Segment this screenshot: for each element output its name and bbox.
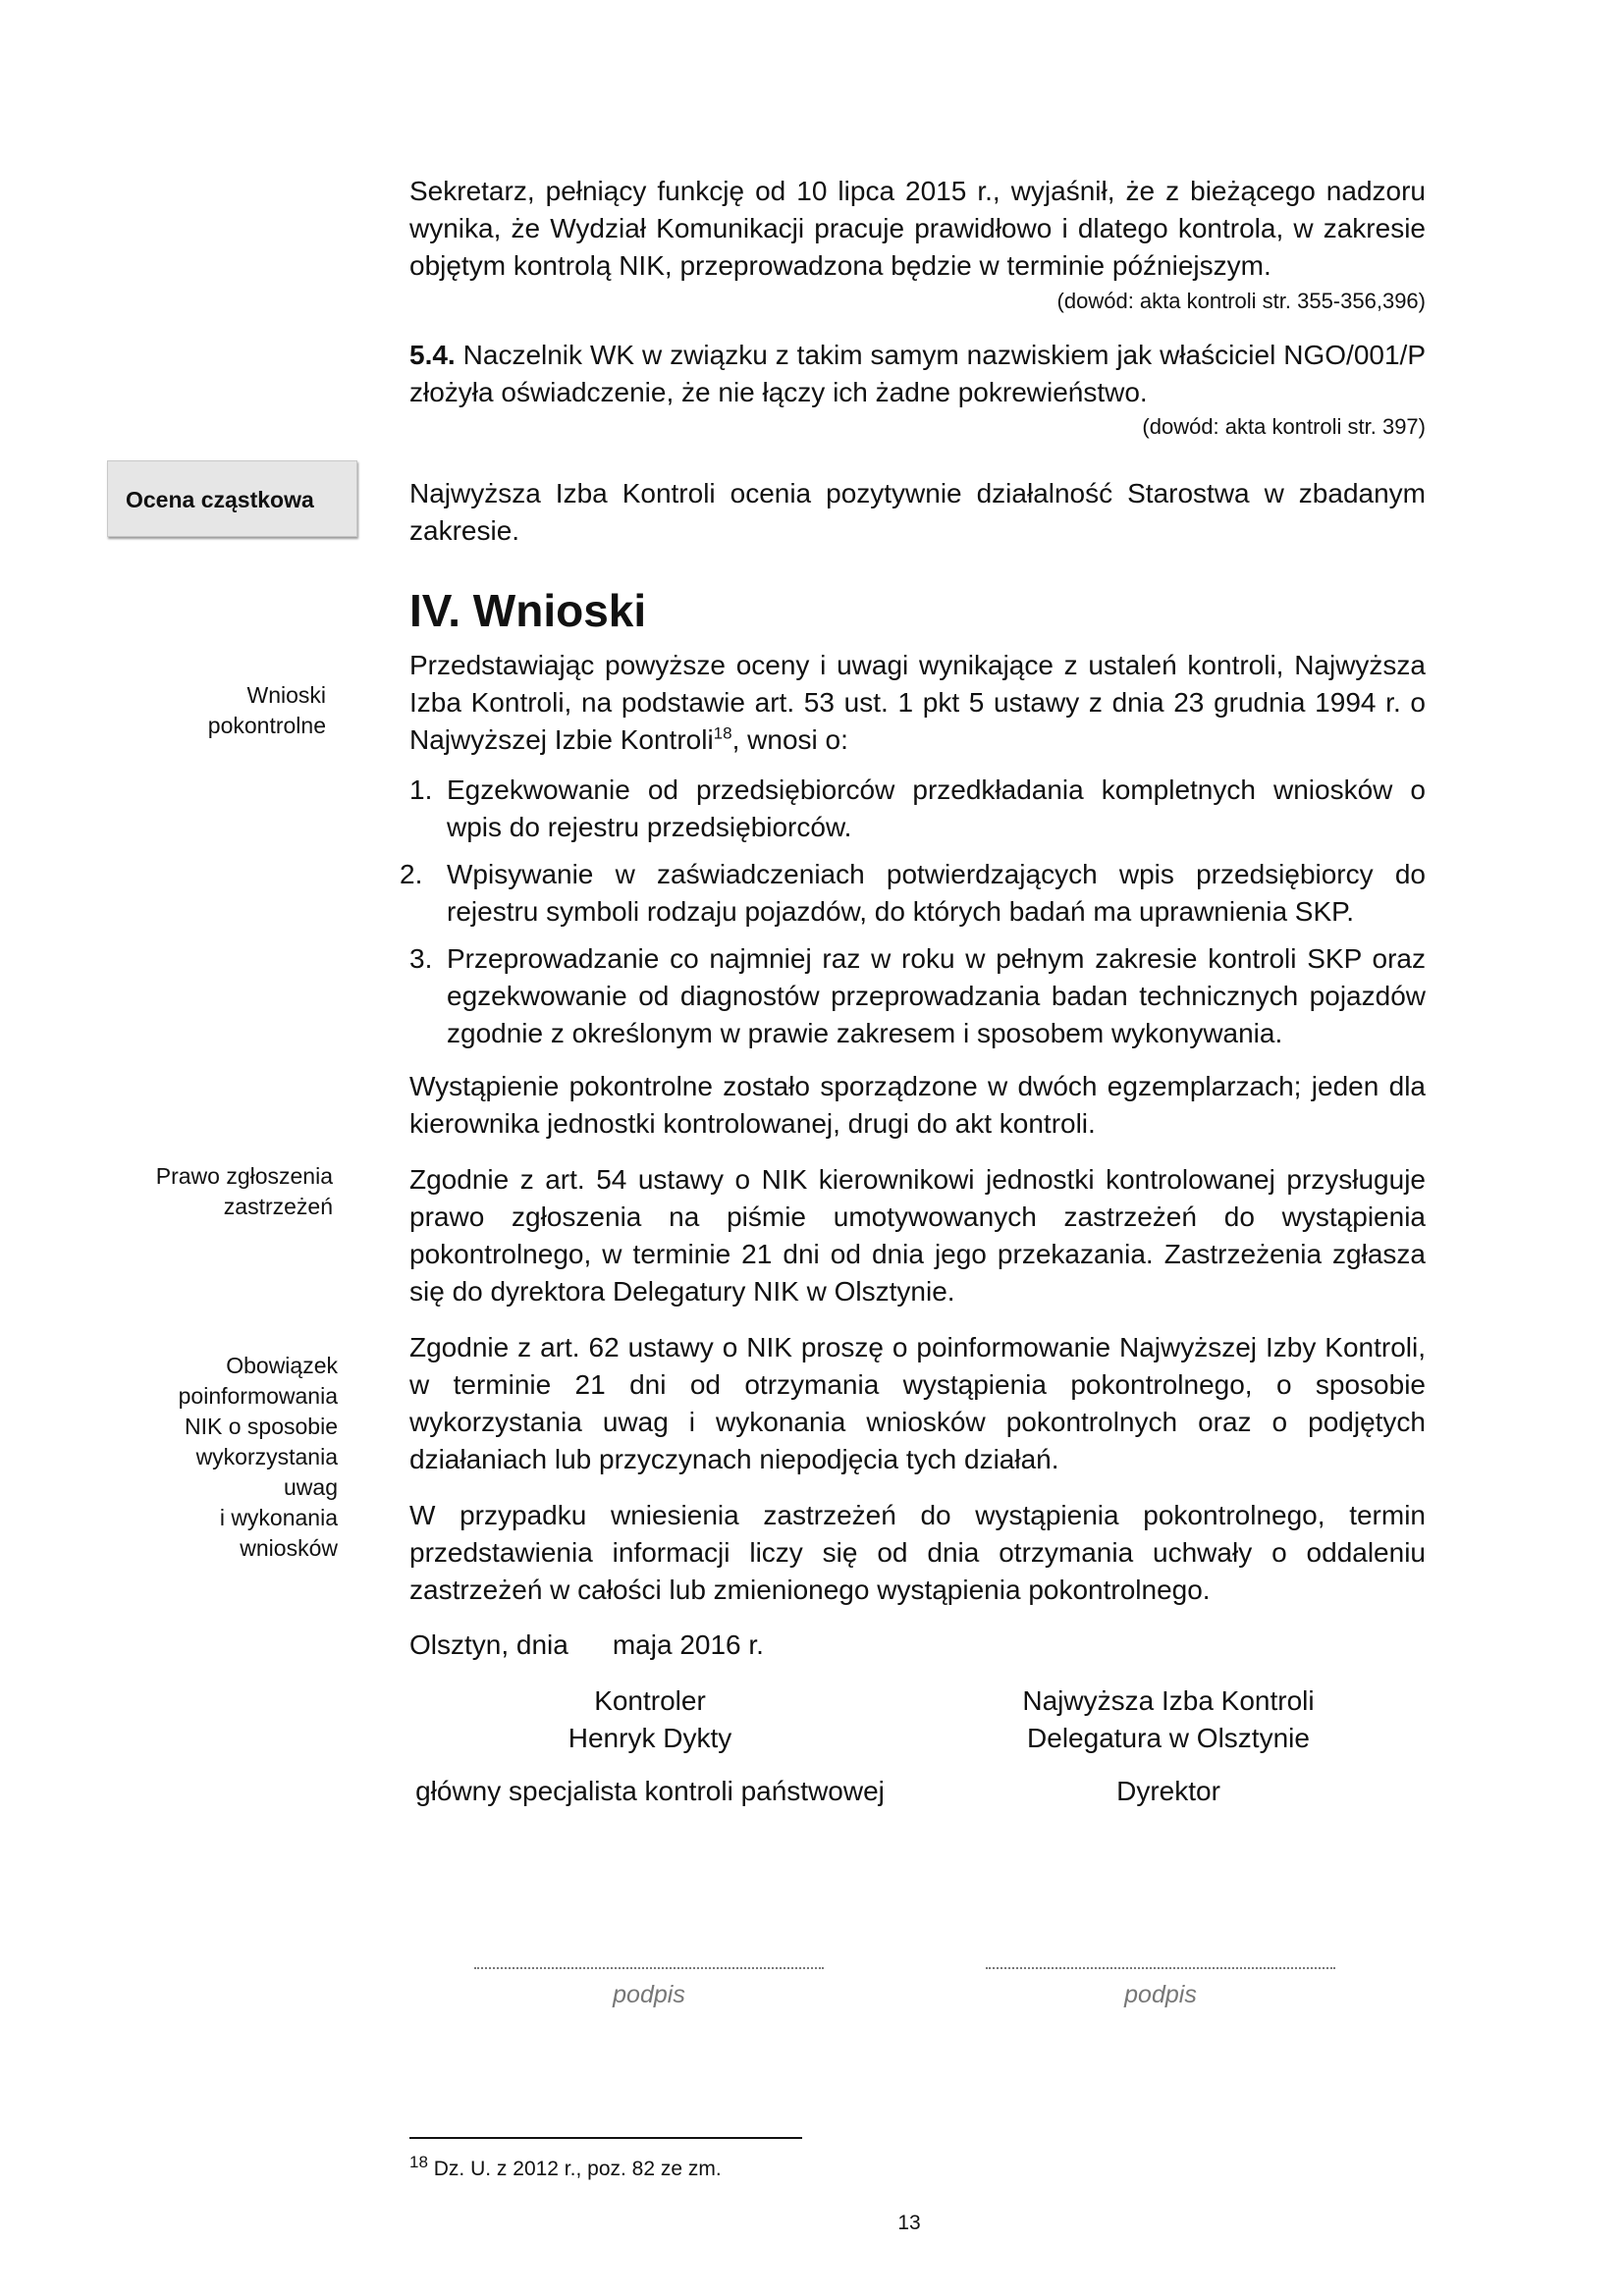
- margin-label-prawo: [98, 1161, 333, 1222]
- ocena-czastkowa-label: Ocena cząstkowa: [107, 460, 357, 537]
- list-item: [409, 940, 1426, 1052]
- footnote-number: 18: [409, 2153, 428, 2171]
- wnioski-intro: [409, 647, 1426, 759]
- point-5-4-paragraph: [409, 337, 1426, 411]
- signature-right-title: Dyrektor: [1116, 1776, 1220, 1806]
- list-item: [400, 856, 1426, 931]
- list-item-number: 2.: [400, 859, 423, 889]
- margin-label-wnioski-line1: Wnioski: [246, 682, 326, 708]
- margin-label-obowiazek: [98, 1351, 338, 1564]
- margin-label-obowiazek-line: wykorzystania: [195, 1444, 338, 1469]
- wnioski-intro-text: Przedstawiając powyższe oceny i uwagi wynikające z ustaleń kontroli, Najwyższa Izba Kontroli, na podstawie art. 53 ust. 1 pkt 5 ustawy z dnia 23 grudnia 1994 r. o Najwyższej Izbie Kontroli: [409, 650, 1426, 755]
- list-item-number: 1.: [409, 774, 433, 805]
- margin-label-prawo-line1: Prawo zgłoszenia: [155, 1163, 333, 1189]
- margin-label-obowiazek-line: poinformowania: [178, 1383, 338, 1409]
- paragraph-art62: Zgodnie z art. 62 ustawy o NIK proszę o poinformowanie Najwyższej Izby Kontroli, w terminie 21 dni od otrzymania wystąpienia pokontrolnego, o sposobie wykorzystania uwag i wykonania wniosków pokontrolnych oraz o podjętych działaniach lub przyczynach niepodjęcia tych działań.: [409, 1332, 1426, 1474]
- margin-label-obowiazek-line: NIK o sposobie: [185, 1414, 338, 1439]
- list-item: [409, 772, 1426, 846]
- margin-label-obowiazek-line: Obowiązek: [226, 1353, 338, 1378]
- signature-left-dotted-line: [474, 1967, 824, 1969]
- signature-right: [992, 1682, 1345, 1810]
- date-line: [409, 1627, 999, 1664]
- signature-right-dotted-line: [986, 1967, 1335, 1969]
- signature-left-name: Henryk Dykty: [568, 1723, 732, 1753]
- date-place: Olsztyn, dnia: [409, 1629, 568, 1660]
- list-item-number: 3.: [409, 943, 433, 974]
- section-title: IV. Wnioski: [409, 585, 647, 636]
- signature-right-org: Najwyższa Izba Kontroli: [1022, 1685, 1315, 1716]
- signature-left: [409, 1682, 891, 1810]
- paragraph-zastrzezenia: W przypadku wniesienia zastrzeżeń do wystąpienia pokontrolnego, termin przedstawienia informacji liczy się od dnia otrzymania uchwały o oddaleniu zastrzeżeń w całości lub zmienionego wystąpienia pokontrolnego.: [409, 1500, 1426, 1605]
- date-value: maja 2016 r.: [612, 1629, 764, 1660]
- margin-label-wnioski-line2: pokontrolne: [207, 713, 326, 738]
- wnioski-intro-end: , wnosi o:: [731, 724, 848, 755]
- paragraph-wystapienie: Wystąpienie pokontrolne zostało sporządzone w dwóch egzemplarzach; jeden dla kierownika jednostki kontrolowanej, drugi do akt kontroli.: [409, 1071, 1426, 1139]
- ocena-text: Najwyższa Izba Kontroli ocenia pozytywnie działalność Starostwa w zbadanym zakresie.: [409, 478, 1426, 546]
- signature-left-role: Kontroler: [594, 1685, 706, 1716]
- list-item-text: Egzekwowanie od przedsiębiorców przedkładania kompletnych wniosków o wpis do rejestru przedsiębiorców.: [447, 774, 1426, 842]
- paragraph-art54: Zgodnie z art. 54 ustawy o NIK kierownikowi jednostki kontrolowanej przysługuje prawo zgłoszenia na piśmie umotywowanych zastrzeżeń do wystąpienia pokontrolnego, w terminie 21 dni od dnia jego przekazania. Zastrzeżenia zgłasza się do dyrektora Delegatury NIK w Olsztynie.: [409, 1164, 1426, 1307]
- footnote-ref: 18: [713, 723, 732, 743]
- footnote-text: Dz. U. z 2012 r., poz. 82 ze zm.: [427, 2158, 722, 2180]
- footnote-separator: [409, 2137, 802, 2139]
- margin-label-prawo-line2: zastrzeżeń: [223, 1194, 333, 1219]
- signature-left-title: główny specjalista kontroli państwowej: [415, 1776, 885, 1806]
- evidence-note-1: (dowód: akta kontroli str. 355-356,396): [1056, 289, 1426, 313]
- margin-label-obowiazek-line: wniosków: [240, 1535, 338, 1561]
- margin-label-obowiazek-line: i wykonania: [219, 1505, 338, 1530]
- intro-paragraph: Sekretarz, pełniący funkcję od 10 lipca 2015 r., wyjaśnił, że z bieżącego nadzoru wynika, że Wydział Komunikacji pracuje prawidłowo i dlatego kontrola, w zakresie objętym kontrolą NIK, przeprowadzona będzie w terminie późniejszym.: [409, 176, 1426, 281]
- list-item-text: Wpisywanie w zaświadczeniach potwierdzających wpis przedsiębiorcy do rejestru symboli rodzaju pojazdów, do których badań ma uprawnienia SKP.: [447, 859, 1426, 927]
- wnioski-list: [400, 772, 1426, 1052]
- list-item-text: Przeprowadzanie co najmniej raz w roku w pełnym zakresie kontroli SKP oraz egzekwowanie od diagnostów przeprowadzania badan technicznych pojazdów zgodnie z określonym w prawie zakresem i sposobem wykonywania.: [447, 943, 1426, 1048]
- margin-label-wnioski: [98, 680, 326, 741]
- point-5-4-text: Naczelnik WK w związku z takim samym nazwiskiem jak właściciel NGO/001/P złożyła oświadczenie, że nie łączy ich żadne pokrewieństwo.: [409, 340, 1426, 407]
- evidence-note-2: (dowód: akta kontroli str. 397): [1142, 414, 1426, 439]
- signature-left-label: podpis: [613, 1981, 685, 2008]
- margin-label-obowiazek-line: uwag: [284, 1474, 338, 1500]
- signature-right-unit: Delegatura w Olsztynie: [1027, 1723, 1310, 1753]
- point-5-4-number: 5.4.: [409, 340, 456, 370]
- page-number: 13: [897, 2212, 921, 2234]
- footnote: [409, 2153, 1391, 2183]
- signature-right-label: podpis: [1124, 1981, 1197, 2008]
